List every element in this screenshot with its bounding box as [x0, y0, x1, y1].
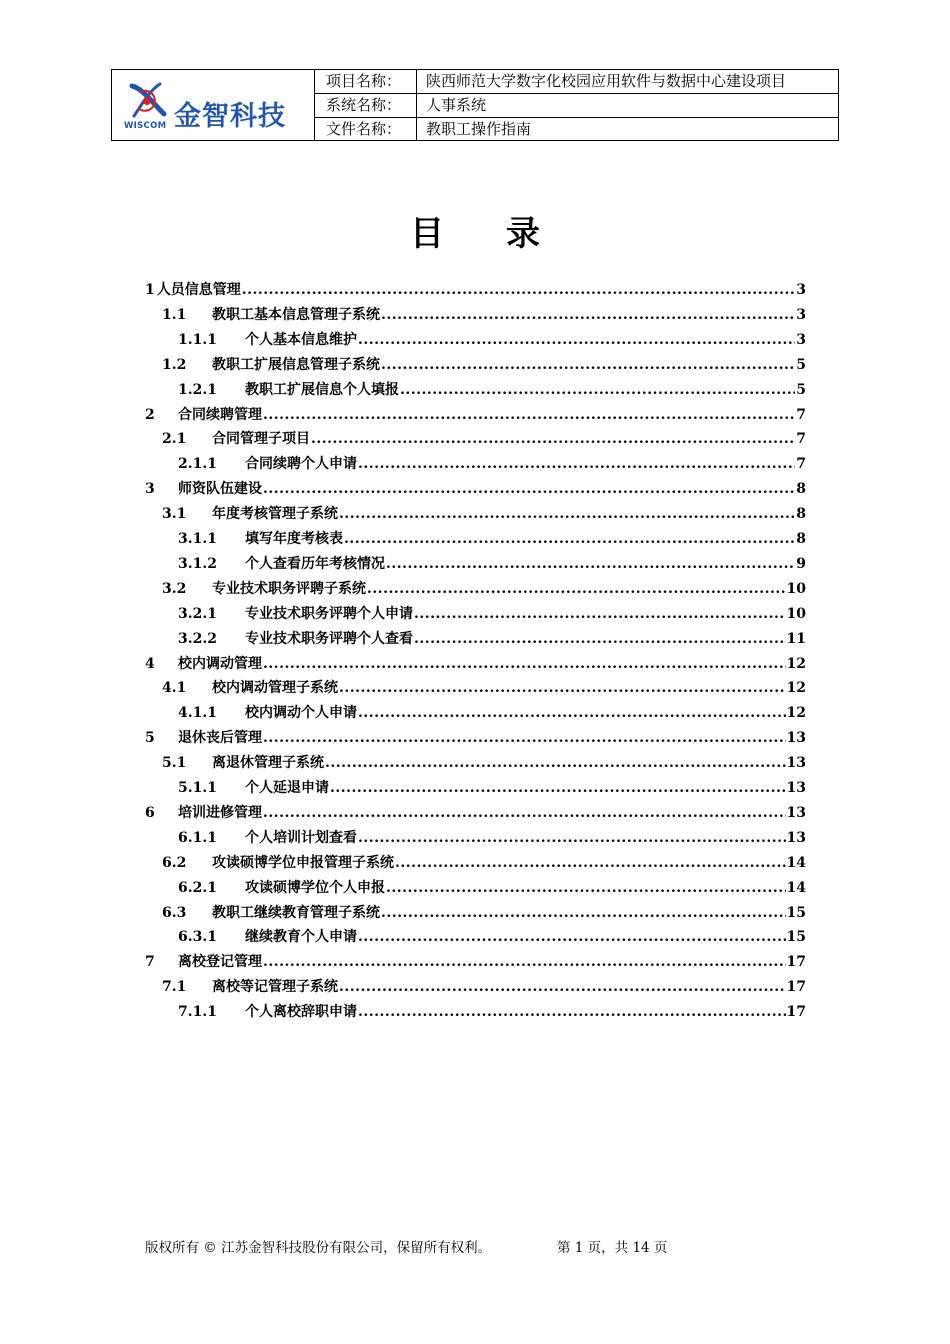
toc-entry-title: 年度考核管理子系统 [212, 506, 338, 523]
toc-entry-number: 1.2 [162, 356, 187, 373]
toc-entry-page: 17 [786, 1004, 806, 1021]
toc-entry-number: 6.2 [162, 854, 187, 871]
toc-dot-leader [344, 531, 795, 547]
toc-dot-leader [358, 332, 795, 348]
toc-entry-number: 3.2.2 [178, 630, 217, 647]
company-logo [112, 70, 315, 140]
toc-dot-leader [367, 581, 786, 597]
toc-entry-number: 7.1.1 [178, 1004, 217, 1021]
toc-entry-page: 13 [786, 829, 806, 846]
toc-dot-leader [358, 705, 786, 721]
toc-entry[interactable] [162, 752, 806, 776]
toc-entry[interactable] [162, 578, 806, 602]
toc-entry[interactable] [145, 951, 806, 975]
toc-entry-number: 7 [145, 954, 155, 971]
document-header [111, 69, 839, 141]
toc-entry[interactable] [178, 528, 806, 552]
toc-entry-title: 退休丧后管理 [178, 730, 262, 747]
toc-entry[interactable] [145, 653, 806, 677]
toc-entry-number: 7.1 [162, 979, 187, 996]
toc-entry-title: 离退休管理子系统 [212, 755, 324, 772]
toc-entry[interactable] [162, 902, 806, 926]
title-part-1: 目 [410, 214, 444, 254]
toc-entry-title: 专业技术职务评聘个人申请 [245, 605, 413, 622]
toc-entry-title: 攻读硕博学位申报管理子系统 [212, 854, 394, 871]
toc-entry-number: 3.1 [162, 506, 187, 523]
toc-entry[interactable] [178, 1001, 806, 1025]
toc-entry[interactable] [162, 354, 806, 378]
toc-dot-leader [386, 880, 786, 896]
toc-entry-title: 填写年度考核表 [245, 531, 343, 547]
toc-dot-leader [386, 556, 795, 572]
header-row-system [315, 94, 838, 118]
toc-dot-leader [339, 506, 795, 522]
toc-dot-leader [263, 730, 786, 746]
toc-entry-title: 专业技术职务评聘个人查看 [245, 630, 413, 647]
toc-entry-number: 3.2 [162, 580, 187, 597]
toc-entry[interactable] [162, 503, 806, 527]
toc-entry[interactable] [178, 926, 806, 950]
toc-entry[interactable] [145, 727, 806, 751]
header-row-project [315, 70, 838, 94]
toc-entry-page: 5 [796, 356, 806, 373]
toc-entry-title: 个人培训计划查看 [245, 829, 357, 846]
toc-entry-number: 3.1.1 [178, 531, 217, 547]
toc-entry-number: 6.2.1 [178, 879, 217, 896]
toc-entry-title: 教职工扩展信息管理子系统 [212, 356, 380, 373]
toc-entry-number: 5.1.1 [178, 780, 217, 796]
toc-entry[interactable] [162, 428, 806, 452]
toc-entry[interactable] [178, 827, 806, 851]
toc-dot-leader [414, 606, 786, 622]
toc-entry-title: 校内调动个人申请 [245, 705, 357, 722]
toc-entry-title: 人员信息管理 [156, 282, 241, 298]
toc-entry-title: 教职工基本信息管理子系统 [212, 306, 380, 323]
toc-entry-page: 14 [786, 879, 806, 896]
toc-dot-leader [263, 954, 786, 970]
toc-entry-number: 3 [145, 481, 155, 498]
toc-entry-number: 6.3.1 [178, 929, 217, 946]
header-value: 陕西师范大学数字化校园应用软件与数据中心建设项目 [426, 72, 787, 90]
toc-dot-leader [381, 307, 795, 323]
toc-entry-page: 8 [796, 481, 806, 498]
toc-entry-title: 教职工继续教育管理子系统 [212, 904, 380, 921]
toc-entry-page: 3 [796, 331, 806, 348]
toc-entry[interactable] [162, 976, 806, 1000]
toc-dot-leader [381, 905, 786, 921]
toc-entry[interactable] [178, 628, 806, 652]
toc-entry-page: 8 [796, 506, 806, 523]
toc-entry-title: 合同续聘管理 [178, 406, 262, 423]
logo-chinese-name: 金智科技 [174, 101, 286, 132]
footer-copyright: 版权所有 © 江苏金智科技股份有限公司，保留所有权利。 [145, 1240, 492, 1256]
toc-entry[interactable] [162, 852, 806, 876]
page-footer [145, 1236, 668, 1256]
toc-dot-leader [242, 282, 796, 298]
toc-dot-leader [358, 830, 786, 846]
toc-dot-leader [263, 407, 795, 423]
toc-entry-page: 12 [786, 655, 806, 672]
toc-entry-title: 教职工扩展信息个人填报 [245, 381, 399, 398]
toc-entry-title: 个人离校辞职申请 [245, 1004, 357, 1021]
toc-entry[interactable] [178, 777, 806, 801]
header-label: 系统名称： [315, 94, 417, 117]
toc-entry-title: 师资队伍建设 [178, 481, 262, 498]
toc-entry-title: 个人基本信息维护 [245, 331, 357, 348]
toc-entry-page: 13 [786, 804, 806, 821]
toc-entry-page: 3 [796, 282, 806, 298]
header-value: 人事系统 [426, 96, 487, 114]
toc-entry-title: 专业技术职务评聘子系统 [212, 580, 366, 597]
toc-entry[interactable] [178, 877, 806, 901]
toc-dot-leader [414, 631, 786, 647]
toc-entry-page: 10 [786, 605, 806, 622]
toc-entry[interactable] [178, 453, 806, 477]
toc-entry-number: 2 [145, 406, 155, 423]
toc-entry-number: 6.1.1 [178, 829, 217, 846]
toc-entry-number: 6 [145, 804, 155, 821]
toc-dot-leader [381, 357, 795, 373]
toc-entry[interactable] [178, 379, 806, 403]
toc-entry-page: 9 [796, 555, 806, 572]
toc-entry-page: 7 [796, 431, 806, 448]
toc-entry-number: 1.1.1 [178, 331, 217, 348]
toc-entry-number: 1 [145, 282, 155, 298]
toc-entry[interactable] [145, 404, 806, 428]
footer-page-info: 第 1 页，共 14 页 [557, 1240, 668, 1256]
toc-dot-leader [263, 481, 795, 497]
toc-entry-number: 4 [145, 655, 155, 672]
toc-entry-page: 11 [786, 630, 806, 647]
toc-dot-leader [311, 431, 795, 447]
toc-entry-title: 继续教育个人申请 [245, 929, 357, 946]
toc-dot-leader [339, 680, 786, 696]
toc-entry-page: 12 [786, 680, 806, 697]
header-label: 项目名称： [315, 70, 417, 93]
toc-entry-number: 3.2.1 [178, 605, 217, 622]
toc-entry-title: 离校等记管理子系统 [212, 979, 338, 996]
toc-entry-page: 7 [796, 456, 806, 473]
toc-dot-leader [400, 382, 795, 398]
toc-entry[interactable] [145, 279, 806, 303]
toc-entry-number: 5 [145, 730, 155, 747]
toc-entry-number: 3.1.2 [178, 555, 217, 572]
toc-entry-number: 2.1 [162, 431, 187, 448]
toc-dot-leader [395, 855, 786, 871]
toc-entry[interactable] [178, 603, 806, 627]
toc-entry-number: 4.1.1 [178, 705, 217, 722]
toc-entry-number: 2.1.1 [178, 456, 217, 473]
toc-entry-page: 13 [786, 780, 806, 796]
toc-entry-page: 12 [786, 705, 806, 722]
toc-dot-leader [358, 456, 795, 472]
toc-entry-number: 1.2.1 [178, 381, 217, 398]
toc-entry-page: 15 [786, 904, 806, 921]
toc-entry-title: 离校登记管理 [178, 954, 262, 971]
toc-entry-title: 攻读硕博学位个人申报 [245, 879, 385, 896]
toc-entry-title: 个人查看历年考核情况 [245, 555, 385, 572]
toc-dot-leader [358, 929, 786, 945]
header-value: 教职工操作指南 [426, 120, 532, 138]
toc-entry-page: 8 [796, 531, 806, 547]
toc-dot-leader [339, 979, 786, 995]
toc-entry-title: 校内调动管理子系统 [212, 680, 338, 697]
toc-entry[interactable] [178, 553, 806, 577]
toc-entry-page: 17 [786, 954, 806, 971]
header-row-file [315, 118, 838, 141]
toc-entry-number: 6.3 [162, 904, 187, 921]
toc-entry-page: 7 [796, 406, 806, 423]
toc-entry[interactable] [178, 702, 806, 726]
toc-entry-page: 3 [796, 306, 806, 323]
toc-entry[interactable] [162, 677, 806, 701]
toc-entry[interactable] [162, 304, 806, 328]
toc-entry-title: 合同续聘个人申请 [245, 456, 357, 473]
toc-entry-number: 5.1 [162, 755, 187, 772]
toc-entry-page: 17 [786, 979, 806, 996]
toc-entry-title: 合同管理子项目 [212, 431, 310, 448]
toc-dot-leader [358, 1004, 786, 1020]
toc-entry[interactable] [178, 329, 806, 353]
toc-entry-page: 5 [796, 381, 806, 398]
toc-entry-page: 15 [786, 929, 806, 946]
header-info-table [315, 70, 838, 140]
wiscom-logo-icon [126, 78, 170, 122]
toc-entry-title: 校内调动管理 [178, 655, 262, 672]
toc-entry-number: 1.1 [162, 306, 187, 323]
toc-entry-number: 4.1 [162, 680, 187, 697]
toc-entry-page: 10 [786, 580, 806, 597]
toc-entry-page: 13 [786, 730, 806, 747]
toc-entry[interactable] [145, 802, 806, 826]
toc-entry-page: 14 [786, 854, 806, 871]
toc-entry-title: 个人延退申请 [245, 780, 329, 796]
toc-dot-leader [263, 805, 786, 821]
toc-dot-leader [330, 780, 786, 796]
page-title [0, 206, 950, 255]
logo-english-name: WISCOM [124, 121, 167, 131]
toc-dot-leader [325, 755, 786, 771]
toc-entry-title: 培训进修管理 [178, 804, 262, 821]
toc-entry[interactable] [145, 478, 806, 502]
header-label: 文件名称： [315, 118, 417, 141]
toc-entry-page: 13 [786, 755, 806, 772]
title-part-2: 录 [506, 214, 540, 254]
toc-dot-leader [263, 656, 786, 672]
